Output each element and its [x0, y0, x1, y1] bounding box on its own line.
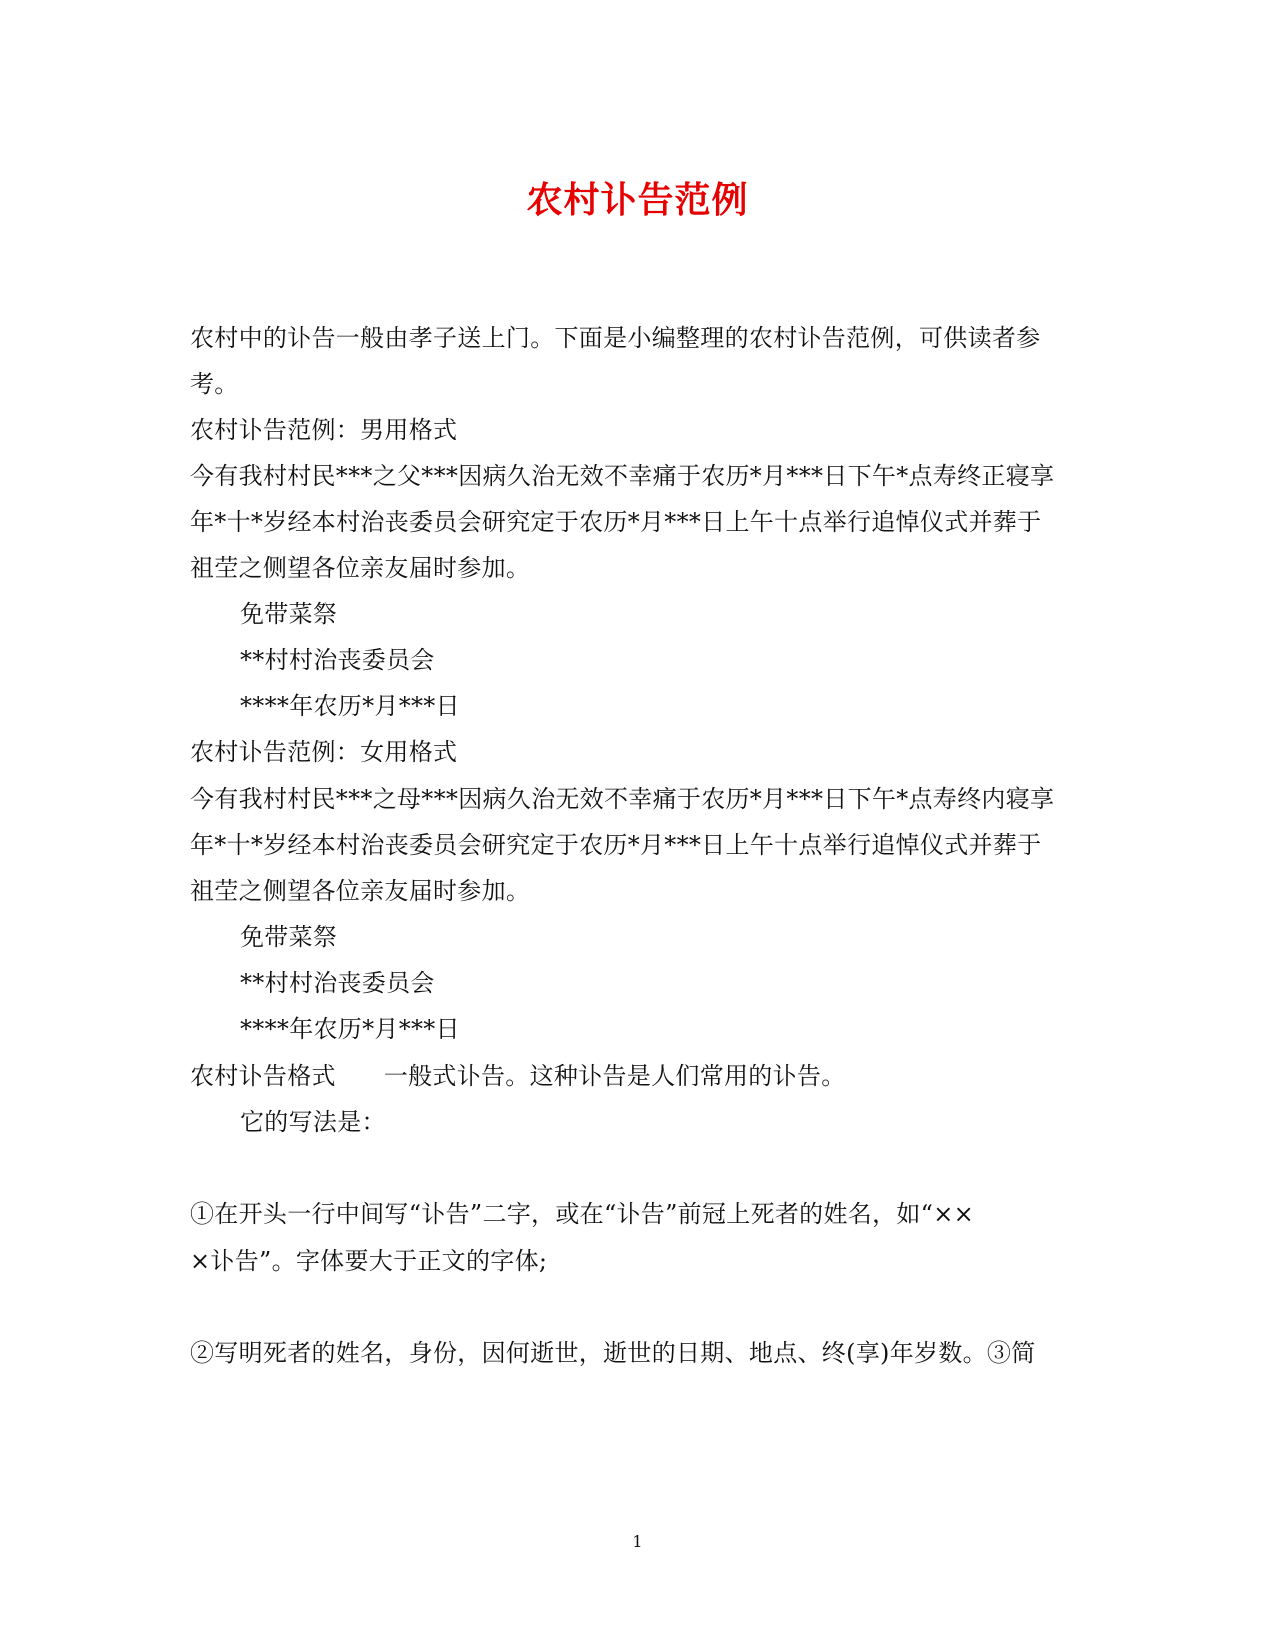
- document-title: 农村讣告范例: [526, 179, 749, 221]
- female-notice-signer: **村村治丧委员会: [240, 969, 435, 997]
- male-notice-note: 免带菜祭: [240, 600, 338, 628]
- intro-line-1: 农村中的讣告一般由孝子送上门。下面是小编整理的农村讣告范例，可供读者参: [190, 324, 1041, 352]
- male-notice-signer: **村村治丧委员会: [240, 646, 435, 674]
- intro-line-2: 考。: [190, 370, 239, 398]
- female-notice-line-3: 祖茔之侧望各位亲友届时参加。: [190, 877, 531, 905]
- rule-1-line-1: ①在开头一行中间写“讣告”二字，或在“讣告”前冠上死者的姓名，如“××: [190, 1200, 975, 1228]
- page-number: 1: [632, 1532, 643, 1551]
- male-notice-line-3: 祖茔之侧望各位亲友届时参加。: [190, 554, 531, 582]
- male-notice-line-2: 年*十*岁经本村治丧委员会研究定于农历*月***日上午十点举行追悼仪式并葬于: [190, 508, 1042, 536]
- female-notice-date: ****年农历*月***日: [240, 1015, 460, 1043]
- writing-method-intro: 它的写法是：: [240, 1108, 386, 1136]
- rule-2-line-1: ②写明死者的姓名，身份，因何逝世，逝世的日期、地点、终(享)年岁数。③简: [190, 1339, 1036, 1367]
- female-notice-line-1: 今有我村村民***之母***因病久治无效不幸痛于农历*月***日下午*点寿终内寝享: [190, 785, 1055, 813]
- male-notice-date: ****年农历*月***日: [240, 692, 460, 720]
- rule-1-line-2: ×讣告”。字体要大于正文的字体;: [190, 1247, 548, 1275]
- male-format-heading: 农村讣告范例：男用格式: [190, 416, 458, 444]
- format-description: 一般式讣告。这种讣告是人们常用的讣告。: [383, 1062, 846, 1090]
- female-notice-line-2: 年*十*岁经本村治丧委员会研究定于农历*月***日上午十点举行追悼仪式并葬于: [190, 831, 1042, 859]
- format-line: [190, 1060, 846, 1092]
- male-notice-line-1: 今有我村村民***之父***因病久治无效不幸痛于农历*月***日下午*点寿终正寝享: [190, 462, 1055, 490]
- female-format-heading: 农村讣告范例：女用格式: [190, 738, 458, 766]
- format-label: 农村讣告格式: [190, 1062, 336, 1090]
- female-notice-note: 免带菜祭: [240, 923, 338, 951]
